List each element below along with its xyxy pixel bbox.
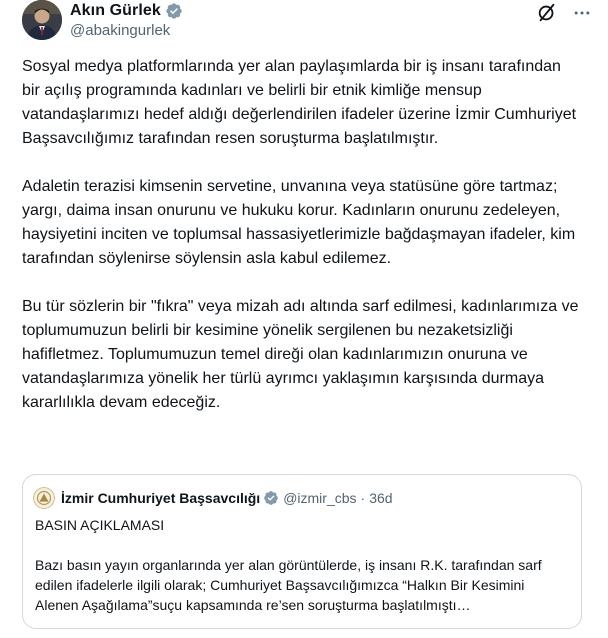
quoted-author-handle[interactable]: @izmir_cbs bbox=[283, 490, 357, 506]
more-icon[interactable] bbox=[572, 3, 592, 23]
quoted-timestamp[interactable]: 36d bbox=[369, 490, 393, 506]
quoted-post-header bbox=[33, 487, 393, 509]
author-avatar[interactable] bbox=[22, 0, 62, 40]
quoted-post-title: BASIN AÇIKLAMASI bbox=[35, 517, 165, 533]
grok-icon[interactable] bbox=[536, 2, 558, 24]
quoted-post-text: Bazı basın yayın organlarında yer alan görüntülerde, iş insanı R.K. tarafından sarf edilen ifadelerle ilgili olarak; Cumhuriyet Başsavcılığımızca “Halkın Bir Kesimini Alenen Aşağılama”suçu kapsamında re’sen soruşturma başlatılmıştı… bbox=[35, 557, 542, 613]
post-paragraph-1: Sosyal medya platformlarında yer alan paylaşımlarda bir iş insanı tarafından bir açılış programında kadınları ve belirli bir etnik kimliğe mensup vatandaşlarımızı hedef aldığı değerlendirilen ifadeler üzerine İzmir Cumhuriyet Başsavcılığımız tarafından resen soruşturma başlatılmıştır. bbox=[22, 58, 577, 147]
quoted-post[interactable] bbox=[22, 474, 582, 629]
quoted-author-avatar[interactable] bbox=[33, 487, 55, 509]
verified-badge-icon bbox=[165, 2, 183, 20]
post-paragraph-3: Bu tür sözlerin bir "fıkra" veya mizah adı altında sarf edilmesi, kadınlarımıza ve toplumumuzun belirli bir kesimine yönelik sergilenen bu nezaketsizliği hafifletmez. Toplumumuzun temel direği olan kadınlarımızın onuruna ve vatandaşlarımıza yönelik her türlü ayrımcı yaklaşımın karşısında durmaya kararlılıkla devam edeceğiz. bbox=[22, 298, 579, 411]
government-badge-icon bbox=[263, 490, 279, 506]
post-text bbox=[22, 55, 582, 439]
post-paragraph-2: Adaletin terazisi kimsenin servetine, unvanına veya statüsüne göre tartmaz; yargı, daima insan onurunu ve hukuku korur. Kadınların onurunu zedeleyen, haysiyetini inciten ve toplumsal hassasiyetlerimizle bağdaşmayan ifadeler, kim tarafından söylenirse söylensin asla kabul edilemez. bbox=[22, 178, 576, 267]
author-name[interactable]: Akın Gürlek bbox=[70, 2, 161, 19]
quoted-author-name[interactable]: İzmir Cumhuriyet Başsavcılığı bbox=[61, 490, 261, 506]
post-header bbox=[22, 0, 592, 44]
quoted-separator: · bbox=[360, 490, 366, 506]
author-handle[interactable]: @abakingurlek bbox=[70, 22, 171, 39]
